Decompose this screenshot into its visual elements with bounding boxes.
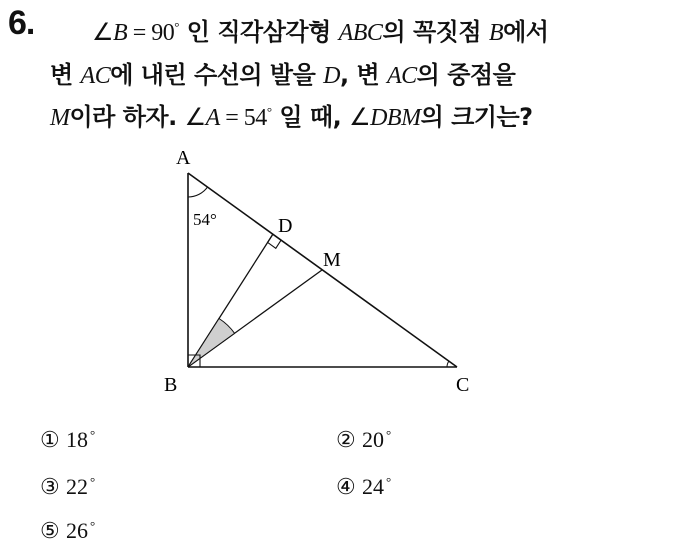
question-text-segment: °: [266, 104, 272, 119]
question-text-segment: = 90: [127, 20, 175, 46]
angle-c-arc: [447, 361, 449, 367]
choice-value: 20: [362, 427, 384, 452]
choice-mark: ①: [40, 427, 60, 452]
choice-unit: °: [386, 474, 392, 489]
choice-mark: ⑤: [40, 518, 60, 543]
question-text-segment: 의 꼭짓점: [382, 18, 489, 46]
angle-dbm-shading: [188, 319, 235, 368]
angle-a-arc: [188, 187, 208, 197]
question-line-1: [92, 12, 548, 47]
label-b: B: [164, 374, 178, 396]
question-text-segment: 의 크기는?: [420, 103, 533, 131]
question-text-segment: = 54: [219, 105, 267, 131]
angle-a-label: 54°: [193, 210, 217, 229]
choice-4[interactable]: [336, 474, 391, 500]
question-text-segment: 에서: [503, 18, 549, 46]
question-text-segment: ∠: [184, 105, 206, 131]
choice-unit: °: [90, 474, 96, 489]
label-d: D: [278, 215, 293, 237]
question-text-segment: ∠: [349, 105, 371, 131]
choice-3[interactable]: [40, 474, 95, 500]
choice-5[interactable]: [40, 518, 95, 544]
choice-mark: ④: [336, 474, 356, 499]
question-text-segment: 에 내린 수선의 발을: [110, 61, 324, 89]
question-line-2: [50, 55, 515, 90]
question-text-segment: 의 중점을: [416, 61, 516, 89]
label-m: M: [323, 249, 341, 271]
question-text-segment: M: [50, 105, 70, 131]
label-a: A: [176, 147, 191, 169]
choice-value: 26: [66, 518, 88, 543]
choice-unit: °: [90, 427, 96, 442]
question-text-segment: AC: [386, 63, 417, 89]
question-text-segment: DBM: [370, 105, 421, 131]
question-text-segment: 변: [50, 61, 81, 89]
question-text-segment: 이라 하자.: [69, 103, 185, 131]
triangle-figure: [150, 140, 470, 400]
question-text-segment: ∠: [92, 20, 114, 46]
question-text-segment: B: [488, 20, 504, 46]
choice-value: 22: [66, 474, 88, 499]
choice-2[interactable]: [336, 427, 391, 453]
question-number: 6.: [8, 4, 35, 42]
question-text-segment: AC: [80, 63, 111, 89]
choice-unit: °: [386, 427, 392, 442]
question-line-3: [50, 97, 533, 132]
choice-unit: °: [90, 518, 96, 533]
question-text-segment: , 변: [339, 61, 387, 89]
question-text-segment: A: [205, 105, 220, 131]
question-text-segment: D: [323, 63, 340, 89]
label-c: C: [456, 374, 470, 396]
question-text-segment: ABC: [338, 20, 383, 46]
question-text-segment: B: [113, 20, 128, 46]
choice-mark: ③: [40, 474, 60, 499]
choice-1[interactable]: [40, 427, 95, 453]
choice-value: 18: [66, 427, 88, 452]
question-text-segment: 인 직각삼각형: [178, 18, 339, 46]
question-text-segment: °: [174, 19, 179, 34]
question-text-segment: 일 때,: [271, 103, 350, 131]
choice-value: 24: [362, 474, 384, 499]
choice-mark: ②: [336, 427, 356, 452]
